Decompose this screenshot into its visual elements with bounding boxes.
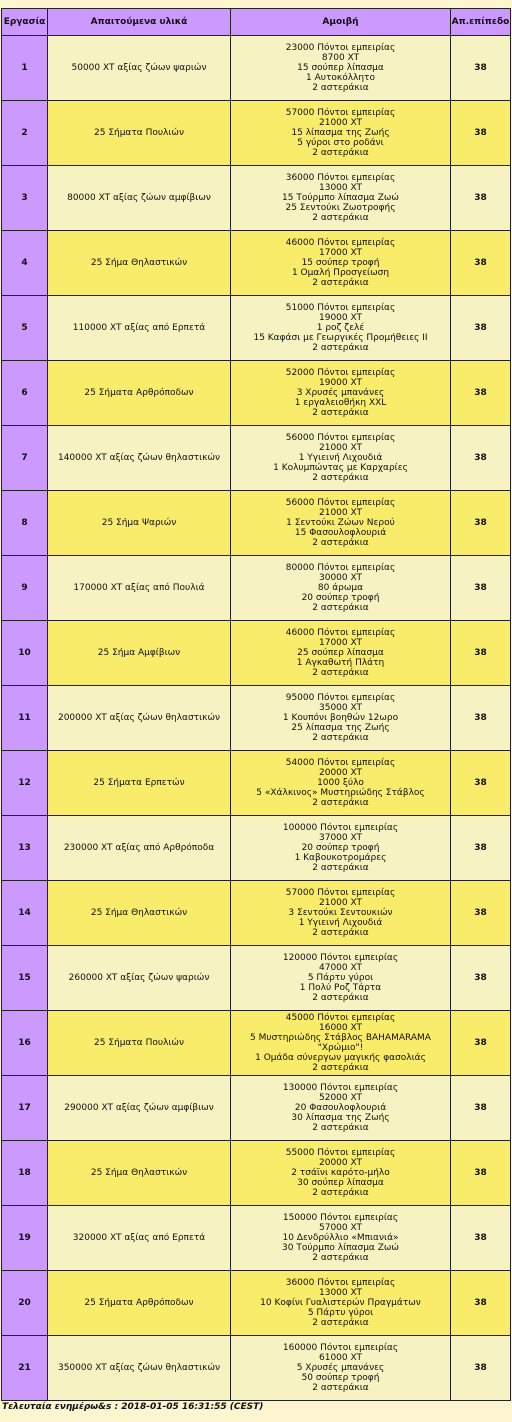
reward-line: 5 γύροι στο ροδάνι bbox=[297, 138, 384, 148]
header-required: Απαιτούμενα υλικά bbox=[48, 9, 231, 36]
required-materials: 350000 XT αξίας ζώων θηλαστικών bbox=[48, 1336, 231, 1401]
reward-cell bbox=[231, 101, 451, 166]
task-number: 19 bbox=[2, 1206, 48, 1271]
header-level: Απ.επίπεδο bbox=[451, 9, 511, 36]
required-level: 38 bbox=[451, 1011, 511, 1076]
required-level: 38 bbox=[451, 881, 511, 946]
reward-line: 10 Κοφίνι Γυαλιστερών Πραγμάτων bbox=[260, 1298, 421, 1308]
reward-line: 5 Πάρτυ γύροι bbox=[307, 1308, 374, 1318]
table-row bbox=[2, 621, 511, 686]
reward-line: 1 Υγιεινή Λιχουδιά bbox=[298, 453, 383, 463]
required-level: 38 bbox=[451, 946, 511, 1011]
task-number: 4 bbox=[2, 231, 48, 296]
reward-line: 2 αστεράκια bbox=[312, 928, 369, 938]
task-number: 1 bbox=[2, 36, 48, 101]
reward-cell bbox=[231, 361, 451, 426]
reward-line: 3 Σεντούκι Σεντουκιών bbox=[288, 908, 393, 918]
reward-cell bbox=[231, 36, 451, 101]
reward-cell bbox=[231, 1076, 451, 1141]
task-number: 10 bbox=[2, 621, 48, 686]
reward-line: 52000 Πόντοι εμπειρίας bbox=[285, 368, 396, 378]
reward-line: 130000 Πόντοι εμπειρίας bbox=[282, 1083, 399, 1093]
required-level: 38 bbox=[451, 101, 511, 166]
required-level: 38 bbox=[451, 166, 511, 231]
required-materials: 140000 XT αξίας ζώων θηλαστικών bbox=[48, 426, 231, 491]
reward-line: 55000 Πόντοι εμπειρίας bbox=[285, 1148, 396, 1158]
reward-line: 13000 XT bbox=[319, 1288, 362, 1298]
reward-line: 25 σούπερ λίπασμα bbox=[297, 648, 384, 658]
reward-line: 54000 Πόντοι εμπειρίας bbox=[285, 758, 396, 768]
reward-line: 5 Χρυσές μπανάνες bbox=[296, 1363, 385, 1373]
reward-line: 20 σούπερ τροφή bbox=[301, 843, 380, 853]
reward-line: 50 σούπερ τροφή bbox=[301, 1373, 380, 1383]
task-number: 11 bbox=[2, 686, 48, 751]
reward-line: 1 Κουπόνι βοηθών 12ωρο bbox=[282, 713, 399, 723]
reward-line: 8700 XT bbox=[321, 53, 360, 63]
required-level: 38 bbox=[451, 1076, 511, 1141]
reward-line: 21000 XT bbox=[319, 443, 362, 453]
required-materials: 25 Σήματα Πουλιών bbox=[48, 1011, 231, 1076]
table-row bbox=[2, 881, 511, 946]
reward-line: 17000 XT bbox=[319, 248, 362, 258]
required-materials: 80000 XT αξίας ζώων αμφίβιων bbox=[48, 166, 231, 231]
reward-line: 2 αστεράκια bbox=[312, 863, 369, 873]
reward-line: 100000 Πόντοι εμπειρίας bbox=[282, 823, 399, 833]
reward-line: 46000 Πόντοι εμπειρίας bbox=[285, 238, 396, 248]
reward-cell bbox=[231, 816, 451, 881]
reward-line: 10 Δενδρύλλιο «Μπιανιά» bbox=[282, 1233, 399, 1243]
reward-line: 1 Καβουκοτρομάρες bbox=[294, 853, 387, 863]
reward-cell bbox=[231, 751, 451, 816]
reward-cell bbox=[231, 426, 451, 491]
table-row bbox=[2, 1076, 511, 1141]
reward-line: 15 σούπερ τροφή bbox=[301, 258, 380, 268]
required-level: 38 bbox=[451, 1141, 511, 1206]
required-materials: 260000 XT αξίας ζώων ψαριών bbox=[48, 946, 231, 1011]
reward-line: 19000 XT bbox=[319, 378, 362, 388]
reward-cell bbox=[231, 296, 451, 361]
reward-line: 2 αστεράκια bbox=[312, 83, 369, 93]
table-row bbox=[2, 166, 511, 231]
reward-line: 80000 Πόντοι εμπειρίας bbox=[285, 563, 396, 573]
reward-line: 150000 Πόντοι εμπειρίας bbox=[282, 1213, 399, 1223]
last-updated: Τελευταία ενημέρω&s : 2018-01-05 16:31:55 (CEST) bbox=[2, 1402, 264, 1412]
table-row bbox=[2, 231, 511, 296]
reward-line: 1 εργαλειοθήκη XXL bbox=[294, 398, 387, 408]
reward-line: 19000 XT bbox=[319, 313, 362, 323]
required-materials: 170000 XT αξίας από Πουλιά bbox=[48, 556, 231, 621]
reward-cell bbox=[231, 231, 451, 296]
reward-cell bbox=[231, 166, 451, 231]
reward-line: 51000 Πόντοι εμπειρίας bbox=[285, 303, 396, 313]
required-level: 38 bbox=[451, 426, 511, 491]
table-row bbox=[2, 556, 511, 621]
reward-line: 20000 XT bbox=[319, 768, 362, 778]
required-level: 38 bbox=[451, 556, 511, 621]
reward-cell bbox=[231, 1206, 451, 1271]
reward-line: 3 Χρυσές μπανάνες bbox=[296, 388, 385, 398]
task-number: 15 bbox=[2, 946, 48, 1011]
reward-line: 2 αστεράκια bbox=[312, 148, 369, 158]
required-materials: 25 Σήμα Θηλαστικών bbox=[48, 881, 231, 946]
required-materials: 290000 XT αξίας ζώων αμφίβιων bbox=[48, 1076, 231, 1141]
reward-line: 56000 Πόντοι εμπειρίας bbox=[285, 433, 396, 443]
task-number: 8 bbox=[2, 491, 48, 556]
reward-cell bbox=[231, 1011, 451, 1076]
required-level: 38 bbox=[451, 621, 511, 686]
reward-line: 2 αστεράκια bbox=[312, 538, 369, 548]
task-number: 20 bbox=[2, 1271, 48, 1336]
required-materials: 25 Σήματα Ερπετών bbox=[48, 751, 231, 816]
required-level: 38 bbox=[451, 361, 511, 426]
task-number: 7 bbox=[2, 426, 48, 491]
required-level: 38 bbox=[451, 1206, 511, 1271]
header-task: Εργασία bbox=[2, 9, 48, 36]
table-row bbox=[2, 296, 511, 361]
reward-line: 2 αστεράκια bbox=[312, 1318, 369, 1328]
reward-line: 1 Υγιεινή Λιχουδιά bbox=[298, 918, 383, 928]
required-materials: 110000 XT αξίας από Ερπετά bbox=[48, 296, 231, 361]
required-level: 38 bbox=[451, 296, 511, 361]
reward-line: 80 άρωμα bbox=[317, 583, 364, 593]
reward-line: 36000 Πόντοι εμπειρίας bbox=[285, 173, 396, 183]
required-level: 38 bbox=[451, 231, 511, 296]
required-level: 38 bbox=[451, 1271, 511, 1336]
reward-line: 25 λίπασμα της Ζωής bbox=[291, 723, 390, 733]
required-materials: 50000 XT αξίας ζώων ψαριών bbox=[48, 36, 231, 101]
reward-line: 37000 XT bbox=[319, 833, 362, 843]
required-level: 38 bbox=[451, 1336, 511, 1401]
reward-line: 2 αστεράκια bbox=[312, 603, 369, 613]
reward-line: 2 αστεράκια bbox=[312, 668, 369, 678]
reward-line: 21000 XT bbox=[319, 898, 362, 908]
table-row bbox=[2, 1336, 511, 1401]
required-level: 38 bbox=[451, 36, 511, 101]
required-materials: 25 Σήμα Ψαριών bbox=[48, 491, 231, 556]
reward-line: 2 αστεράκια bbox=[312, 1123, 369, 1133]
reward-line: 35000 XT bbox=[319, 703, 362, 713]
task-number: 6 bbox=[2, 361, 48, 426]
required-materials: 230000 XT αξίας από Αρθρόποδα bbox=[48, 816, 231, 881]
reward-line: 15 λίπασμα της Ζωής bbox=[291, 128, 390, 138]
reward-line: 2 αστεράκια bbox=[312, 798, 369, 808]
reward-cell bbox=[231, 946, 451, 1011]
reward-line: 21000 XT bbox=[319, 508, 362, 518]
required-level: 38 bbox=[451, 686, 511, 751]
reward-line: 1 Αγκαθωτή Πλάτη bbox=[296, 658, 385, 668]
reward-line: 1 Ομάδα σύνεργων μαγικής φασολιάς bbox=[255, 1053, 426, 1063]
required-materials: 25 Σήματα Αρθρόποδων bbox=[48, 361, 231, 426]
task-number: 12 bbox=[2, 751, 48, 816]
required-materials: 25 Σήματα Πουλιών bbox=[48, 101, 231, 166]
table-body bbox=[2, 36, 511, 1401]
task-number: 18 bbox=[2, 1141, 48, 1206]
table-row bbox=[2, 36, 511, 101]
required-materials: 25 Σήμα Θηλαστικών bbox=[48, 231, 231, 296]
table-row bbox=[2, 361, 511, 426]
reward-line: 1 Κολυμπώντας με Καρχαρίες bbox=[273, 463, 408, 473]
table-row bbox=[2, 1271, 511, 1336]
reward-line: 56000 Πόντοι εμπειρίας bbox=[285, 498, 396, 508]
reward-line: 30 Τούρμπο λίπασμα Ζωώ bbox=[282, 1243, 399, 1253]
reward-line: 57000 XT bbox=[319, 1223, 362, 1233]
reward-cell bbox=[231, 686, 451, 751]
table-row bbox=[2, 946, 511, 1011]
reward-line: 2 αστεράκια bbox=[312, 473, 369, 483]
reward-cell bbox=[231, 1336, 451, 1401]
reward-line: 1 Πολύ Ροζ Τάρτα bbox=[299, 983, 382, 993]
reward-line: 30 λίπασμα της Ζωής bbox=[291, 1113, 390, 1123]
reward-line: 5 Πάρτυ γύροι bbox=[307, 973, 374, 983]
reward-line: 47000 XT bbox=[319, 963, 362, 973]
reward-line: 17000 XT bbox=[319, 638, 362, 648]
reward-line: 13000 XT bbox=[319, 183, 362, 193]
task-number: 13 bbox=[2, 816, 48, 881]
table-row bbox=[2, 816, 511, 881]
reward-line: 15 σούπερ λίπασμα bbox=[297, 63, 384, 73]
reward-line: 21000 XT bbox=[319, 118, 362, 128]
reward-line: 5 «Χάλκινος» Μυστηριώδης Στάβλος bbox=[256, 788, 425, 798]
reward-line: 2 αστεράκια bbox=[312, 1383, 369, 1393]
reward-line: 52000 XT bbox=[319, 1093, 362, 1103]
reward-line: 95000 Πόντοι εμπειρίας bbox=[285, 693, 396, 703]
task-number: 9 bbox=[2, 556, 48, 621]
required-level: 38 bbox=[451, 491, 511, 556]
reward-line: 57000 Πόντοι εμπειρίας bbox=[285, 888, 396, 898]
required-materials: 25 Σήματα Αρθρόποδων bbox=[48, 1271, 231, 1336]
required-level: 38 bbox=[451, 751, 511, 816]
reward-line: 1 ροζ ζελέ bbox=[316, 323, 365, 333]
reward-line: 20000 XT bbox=[319, 1158, 362, 1168]
reward-line: 160000 Πόντοι εμπειρίας bbox=[282, 1343, 399, 1353]
reward-line: 45000 Πόντοι εμπειρίας bbox=[285, 1013, 396, 1023]
reward-line: 2 αστεράκια bbox=[312, 343, 369, 353]
required-materials: 25 Σήμα Θηλαστικών bbox=[48, 1141, 231, 1206]
reward-line: 120000 Πόντοι εμπειρίας bbox=[282, 953, 399, 963]
reward-line: 5 Μυστηριώδης Στάβλος BAHAMARAMA bbox=[250, 1033, 431, 1043]
reward-cell bbox=[231, 621, 451, 686]
table-row bbox=[2, 1141, 511, 1206]
table-row bbox=[2, 101, 511, 166]
reward-cell bbox=[231, 556, 451, 621]
reward-line: 2 αστεράκια bbox=[312, 993, 369, 1003]
reward-line: 16000 XT bbox=[319, 1023, 362, 1033]
reward-cell bbox=[231, 1141, 451, 1206]
reward-line: 2 αστεράκια bbox=[312, 408, 369, 418]
reward-line: 36000 Πόντοι εμπειρίας bbox=[285, 1278, 396, 1288]
reward-cell bbox=[231, 1271, 451, 1336]
reward-line: 2 αστεράκια bbox=[312, 213, 369, 223]
required-materials: 25 Σήμα Αμφίβιων bbox=[48, 621, 231, 686]
reward-line: "Χρώμιο"! bbox=[317, 1043, 364, 1053]
table-row bbox=[2, 426, 511, 491]
required-materials: 200000 XT αξίας ζώων θηλαστικών bbox=[48, 686, 231, 751]
table-row bbox=[2, 751, 511, 816]
reward-cell bbox=[231, 881, 451, 946]
header-row bbox=[2, 9, 511, 36]
reward-line: 2 αστεράκια bbox=[312, 278, 369, 288]
reward-line: 23000 Πόντοι εμπειρίας bbox=[285, 43, 396, 53]
reward-line: 1 Αυτοκόλλητο bbox=[306, 73, 375, 83]
reward-line: 30000 XT bbox=[319, 573, 362, 583]
task-number: 16 bbox=[2, 1011, 48, 1076]
task-number: 21 bbox=[2, 1336, 48, 1401]
reward-line: 46000 Πόντοι εμπειρίας bbox=[285, 628, 396, 638]
reward-line: 15 Φασουλοφλουριά bbox=[294, 528, 387, 538]
reward-line: 25 Σεντούκι Ζωοτροφής bbox=[285, 203, 396, 213]
reward-line: 1 Ομαλή Προσγείωση bbox=[291, 268, 390, 278]
reward-line: 2 αστεράκια bbox=[312, 1253, 369, 1263]
table-row bbox=[2, 1011, 511, 1076]
reward-line: 20 Φασουλοφλουριά bbox=[294, 1103, 387, 1113]
table-row bbox=[2, 1206, 511, 1271]
task-number: 3 bbox=[2, 166, 48, 231]
table-row bbox=[2, 491, 511, 556]
reward-line: 61000 XT bbox=[319, 1353, 362, 1363]
reward-line: 2 αστεράκια bbox=[312, 733, 369, 743]
reward-line: 1000 ξύλο bbox=[317, 778, 364, 788]
reward-line: 2 αστεράκια bbox=[312, 1063, 369, 1073]
task-number: 5 bbox=[2, 296, 48, 361]
tasks-table bbox=[1, 8, 511, 1401]
reward-line: 20 σούπερ τροφή bbox=[301, 593, 380, 603]
task-number: 17 bbox=[2, 1076, 48, 1141]
reward-line: 15 Καφάσι με Γεωργικές Προμήθειες II bbox=[253, 333, 428, 343]
reward-line: 57000 Πόντοι εμπειρίας bbox=[285, 108, 396, 118]
reward-line: 2 αστεράκια bbox=[312, 1188, 369, 1198]
required-level: 38 bbox=[451, 816, 511, 881]
table-row bbox=[2, 686, 511, 751]
reward-line: 30 σούπερ λίπασμα bbox=[297, 1178, 384, 1188]
header-reward: Αμοιβή bbox=[231, 9, 451, 36]
task-number: 14 bbox=[2, 881, 48, 946]
reward-line: 2 τσάϊνι καρότο-μήλο bbox=[291, 1168, 390, 1178]
reward-line: 15 Τούρμπο λίπασμα Ζωώ bbox=[282, 193, 399, 203]
reward-cell bbox=[231, 491, 451, 556]
required-materials: 320000 XT αξίας από Ερπετά bbox=[48, 1206, 231, 1271]
task-number: 2 bbox=[2, 101, 48, 166]
reward-line: 1 Σεντούκι Ζώων Νερού bbox=[286, 518, 395, 528]
